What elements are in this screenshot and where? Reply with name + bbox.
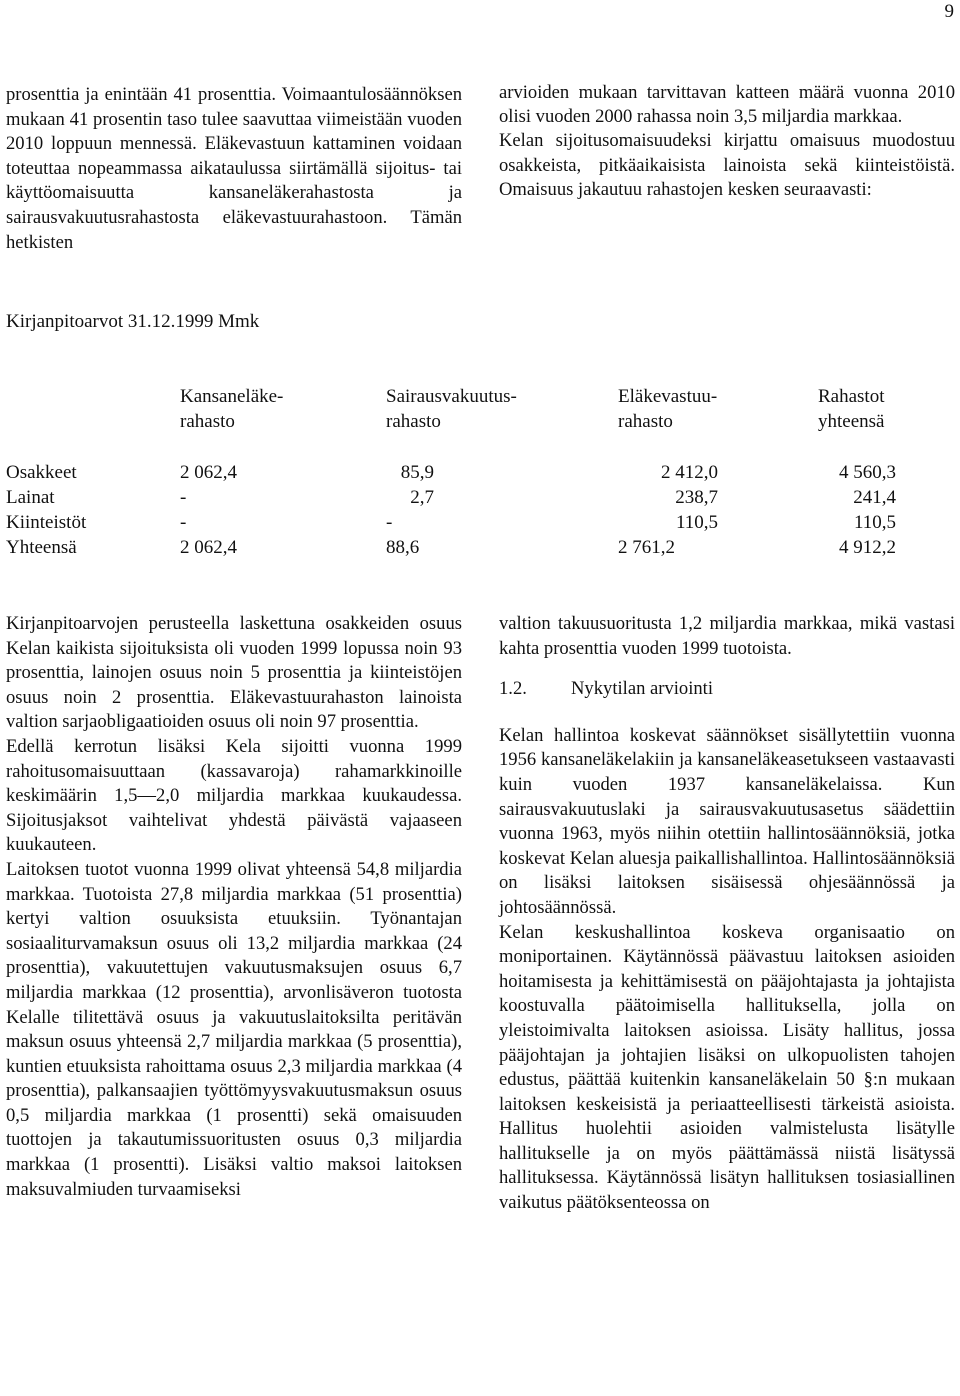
table-cell: 238,7 (675, 487, 718, 508)
table-cell: 2,7 (410, 487, 434, 508)
header-cell: Eläkevastuu- rahasto (618, 386, 718, 432)
header-cell (6, 384, 180, 460)
table-cell: 110,5 (853, 512, 896, 533)
section-number: 1.2. (499, 678, 527, 700)
table-row (6, 485, 918, 510)
table-cell: 2 062,4 (180, 537, 237, 558)
paragraph: Kirjanpitoarvojen perusteella laskettuna osakkeiden osuus Kelan kaikista sijoituksista oli vuoden 1999 lopussa noin 93 prosenttia, lainojen osuus noin 5 prosenttia ja kiinteistöjen osuus noin 2 prosenttia. Eläkevastuurahaston lainoista valtion sarjaobligaatioiden osuus oli noin 97 prosenttia. (6, 613, 462, 733)
table-row (6, 460, 918, 485)
paragraph: arvioiden mukaan tarvittavan katteen määrä vuonna 2010 olisi vuoden 2000 rahassa noin 3,5 miljardia markkaa. (499, 82, 955, 128)
row-label: Kiinteistöt (6, 512, 87, 533)
table-cell: - (180, 487, 187, 508)
table-cell: 2 761,2 (618, 537, 675, 558)
table-cell: 241,4 (853, 487, 896, 508)
header-cell: Sairausvakuutus- rahasto (386, 386, 517, 432)
paragraph: prosenttia ja enintään 41 prosenttia. Voimaantulosäännöksen mukaan 41 prosentin taso tulee saavuttaa viimeistään vuoden 2010 loppuun mennessä. Eläkevastuun kattaminen voidaan toteuttaa nopeammassa aikataulussa siirtämällä sijoitus- tai käyttöomaisuutta kansaneläkerahastosta ja sairausvakuutusrahastosta eläkevastuurahastoon. Tämän hetkisten (6, 84, 462, 253)
paragraph: Edellä kerrotun lisäksi Kela sijoitti vuonna 1999 rahoitusomaisuuttaan (kassavaroja) rahamarkkinoille keskimäärin 1,5—2,0 miljardia markkaa kuukaudessa. Sijoitusjaksot vaihtelivat yhdestä päivästä vajaaseen kuukauteen. (6, 735, 462, 856)
table-header-row (6, 384, 918, 460)
table-cell: - (180, 512, 187, 533)
row-label: Lainat (6, 487, 55, 508)
table-cell: 2 412,0 (661, 462, 718, 483)
table-cell: 4 560,3 (839, 462, 896, 483)
table-cell: 2 062,4 (180, 462, 237, 483)
paragraph: Kelan sijoitusomaisuudeksi kirjattu omaisuus muodostuu osakkeista, pitkäaikaisista lainoista sekä kiinteistöistä. Omaisuus jakautuu rahastojen kesken seuraavasti: (499, 130, 955, 200)
top-left-column (6, 83, 462, 255)
page-number: 9 (944, 1, 954, 22)
paragraph: Laitoksen tuotot vuonna 1999 olivat yhteensä 54,8 miljardia markkaa. Tuotoista 27,8 miljardia markkaa (51 prosenttia) kertyi valtion osuuksista etuuksiin. Työnantajan sosiaaliturvamaksun osuus oli 13,2 miljardia markkaa (24 prosenttia), vakuutettujen vakuutusmaksujen osuus 6,7 miljardia markkaa (12 prosenttia), arvonlisäveron tuotosta Kelalle tilitettävä osuus ja vakuutuslaitoksilta peritävän maksun osuus yhteensä 2,7 miljardia markkaa (5 prosenttia), kuntien etuuksista rahoittama osuus 2,3 miljardia markkaa (4 prosenttia), palkansaajien työttömyysvakuutusmaksun osuus 0,5 miljardia markkaa (1 prosentti) sekä omaisuuden tuottojen ja takautumissuoritusten osuus 0,3 miljardia markkaa (1 prosentti). Lisäksi valtio maksoi laitoksen maksuvalmiuden turvaamiseksi (6, 858, 462, 1200)
table-row (6, 535, 918, 560)
bottom-left-column (6, 612, 462, 1202)
row-label: Osakkeet (6, 462, 77, 483)
paragraph: Kelan hallintoa koskevat säännökset sisällytettiin vuonna 1956 kansaneläkelakiin ja kansaneläkeasetukseen vastaavasti kuin vuoden 1937 kansaneläkelaissa. Kun sairausvakuutuslaki ja sairausvakuutusasetus säädettiin vuonna 1963, myös niihin otettiin hallintosäännöksiä, jotka koskevat Kelan aluesja paikallishallintoa. Hallintosäännöksiä on lisäksi laitoksen sisäisessä ohjesäännössä ja johtosäännössä. (499, 724, 955, 918)
section-heading (499, 677, 955, 702)
section-title: Nykytilan arviointi (571, 678, 714, 700)
table-cell: - (386, 512, 393, 533)
top-right-column (499, 81, 955, 202)
paragraph: Kelan keskushallintoa koskeva organisaatio on moniportainen. Käytännössä päävastuu laitoksen asioiden hoitamisesta ja kehittämisestä on pääjohtajasta ja johtajista koostuvalla päätoimisella hallituksella, jolla on yleistoimivalta laitoksen asioissa. Lisäty hallitus, jossa pääjohtajan ja johtajien lisäksi on ulkopuolisten tahojen edustus, päättää kuitenkin kansaneläkelain 50 §:n mukaan laitoksen keskeisistä ja periaatteellisesti tärkeistä asioista. Hallitus huolehtii asioiden valmistelusta lisätylle hallitukselle ja on myös päättämässä niistä lisätyssä hallituksessa. Käytännössä lisätyn hallituksen tosiasiallinen vaikutus päätöksenteossa on (499, 921, 955, 1214)
table-cell: 88,6 (386, 537, 420, 558)
paragraph: valtion takuusuoritusta 1,2 miljardia markkaa, mikä vastasi kahta prosenttia vuoden 1999 tuotoista. (499, 613, 955, 659)
table-caption: Kirjanpitoarvot 31.12.1999 Mmk (6, 311, 260, 332)
table-cell: 85,9 (400, 462, 434, 483)
funds-table (6, 384, 918, 560)
table-cell: 110,5 (675, 512, 718, 533)
bottom-right-column (499, 612, 955, 1216)
row-label: Yhteensä (6, 537, 77, 558)
table-row (6, 510, 918, 535)
header-cell: Kansaneläke- rahasto (180, 386, 284, 432)
header-cell: Rahastot yhteensä (818, 386, 885, 432)
table-cell: 4 912,2 (839, 537, 896, 558)
